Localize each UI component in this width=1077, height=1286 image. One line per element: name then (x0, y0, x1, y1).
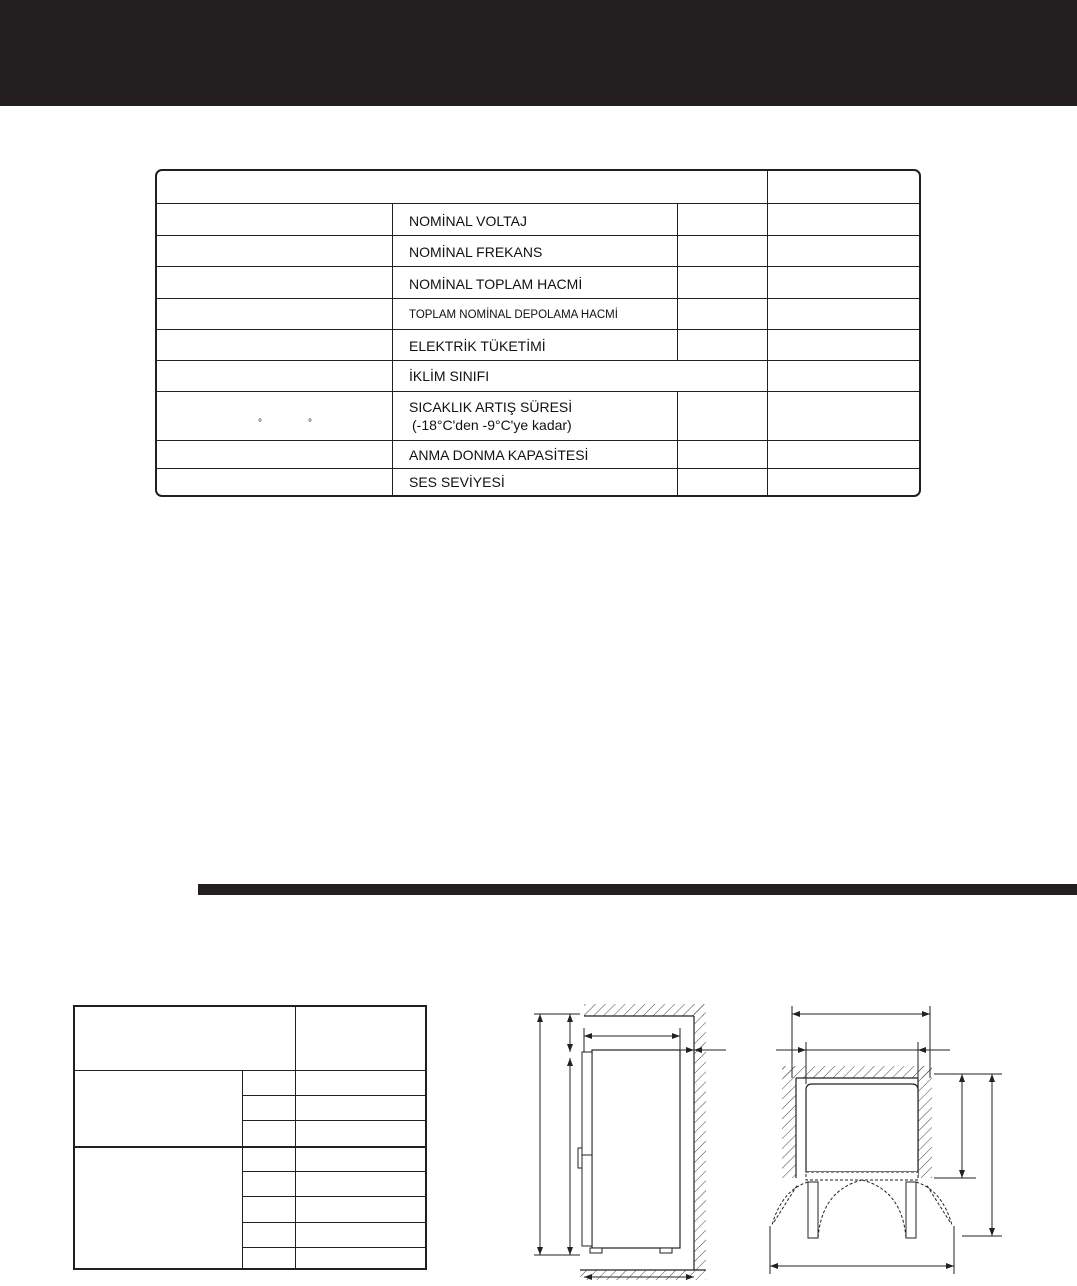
spec-row-divider (157, 391, 919, 392)
degree-mark: ° (258, 418, 262, 429)
spec-label-temp-rise-range: (-18°C'den -9°C'ye kadar) (412, 417, 572, 433)
spec-table (155, 169, 921, 497)
spec-row-divider (157, 360, 919, 361)
spec-row-divider (157, 203, 919, 204)
section-divider-bar (198, 884, 1077, 895)
spec-col-divider (677, 391, 678, 497)
dim-row-divider (242, 1222, 425, 1223)
spec-row-divider (157, 235, 919, 236)
degree-mark: ° (308, 418, 312, 429)
dimensions-table (73, 1005, 427, 1270)
spec-row-divider (157, 298, 919, 299)
spec-label-voltage: NOMİNAL VOLTAJ (409, 213, 527, 229)
dim-row-divider (75, 1146, 425, 1148)
dim-row-divider (242, 1247, 425, 1248)
spec-label-total-volume: NOMİNAL TOPLAM HACMİ (409, 276, 583, 292)
dim-col-divider (295, 1007, 296, 1268)
spec-row-divider (157, 266, 919, 267)
spec-col-divider (767, 203, 768, 497)
dim-row-divider (75, 1070, 425, 1071)
dim-row-divider (242, 1120, 425, 1121)
spec-label-storage-volume: TOPLAM NOMİNAL DEPOLAMA HACMİ (409, 309, 618, 321)
dim-col-divider (242, 1070, 243, 1268)
spec-label-noise: SES SEVİYESİ (409, 474, 505, 490)
dim-row-divider (242, 1095, 425, 1096)
spec-label-energy: ELEKTRİK TÜKETİMİ (409, 338, 546, 354)
spec-row-divider (157, 440, 919, 441)
header-bar (0, 0, 1077, 106)
spec-row-divider (157, 468, 919, 469)
spec-col-divider (392, 203, 393, 497)
spec-label-temp-rise: SICAKLIK ARTIŞ SÜRESİ (409, 399, 573, 415)
spec-label-frequency: NOMİNAL FREKANS (409, 244, 543, 260)
spec-label-climate-class: İKLİM SINIFI (409, 368, 490, 384)
spec-label-freezing-capacity: ANMA DONMA KAPASİTESİ (409, 447, 589, 463)
top-view-diagram (762, 1000, 1012, 1286)
spec-col-divider (677, 203, 678, 361)
side-view-diagram (520, 1000, 740, 1286)
spec-col-divider (767, 171, 768, 203)
dim-row-divider (242, 1171, 425, 1172)
spec-row-divider (157, 329, 919, 330)
dim-row-divider (242, 1196, 425, 1197)
